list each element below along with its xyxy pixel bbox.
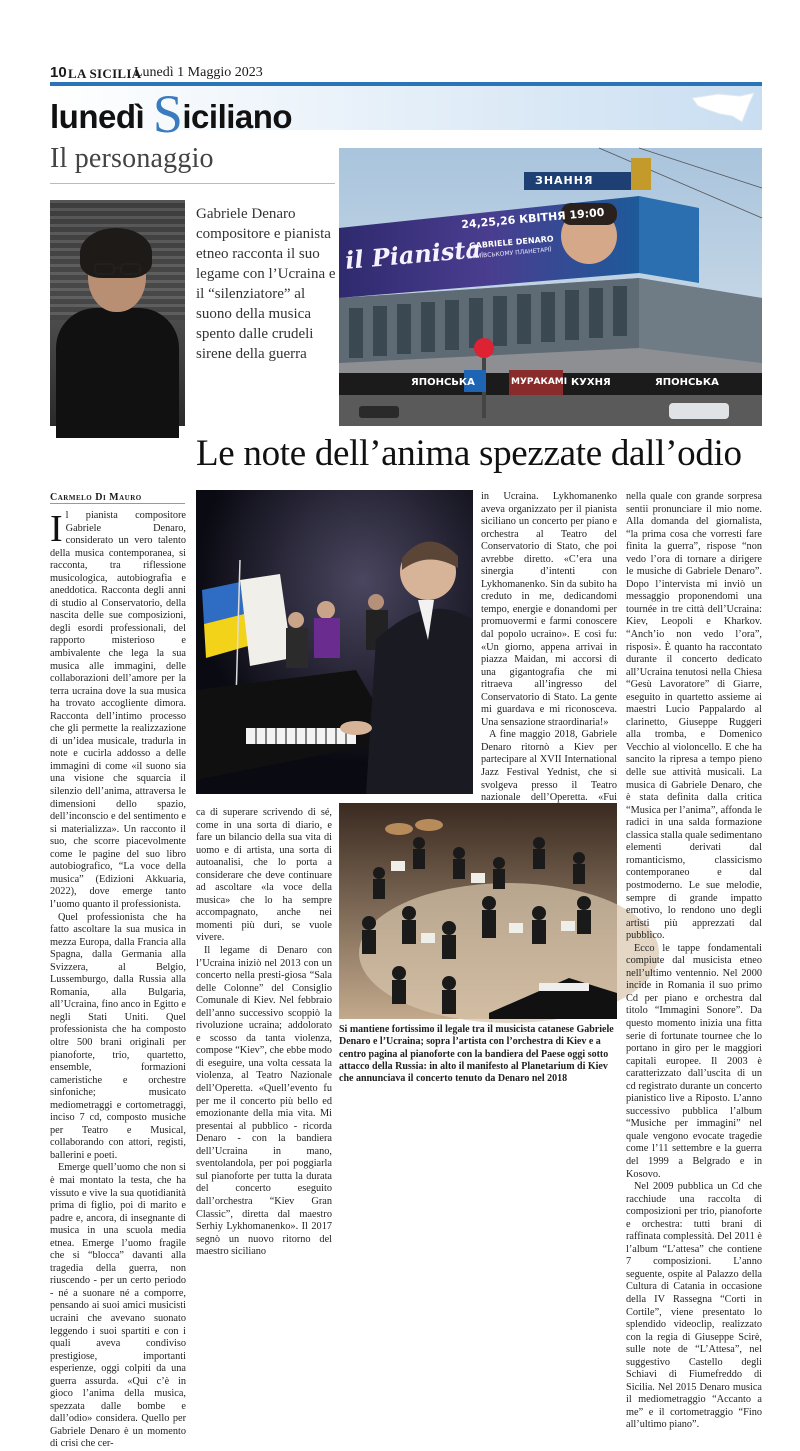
- planetarium-billboard-photo: [339, 148, 762, 426]
- headline: Le note dell’anima spezzate dall’odio: [196, 433, 742, 474]
- billboard-sub: У КИЇВСЬКОМУ ПЛАНЕТАРІЇ: [466, 246, 552, 261]
- article-column-4: [626, 491, 762, 1431]
- portrait-photo: [50, 200, 185, 426]
- photo-caption: Si mantiene fortissimo il legale tra il musicista catanese Gabriele Denaro e l’Ucraina; sopra l’artista con l’orchestra di Kiev e a centro pagina al pianoforte con la bandiera del Paese oggi sotto attacco della Russia: in alto il manifesto al Planetarium di Kiev che annunciava il concerto tenuto da Denaro nel 2018: [339, 1024, 614, 1085]
- article-column-1: [50, 508, 186, 1450]
- issue-date: Lunedì 1 Maggio 2023: [134, 65, 263, 80]
- shop-sign-1: ЯПОНСЬКА: [411, 377, 475, 388]
- billboard-top-sign: ЗНАННЯ: [535, 174, 594, 187]
- paragraph: Il legame di Denaro con l’Ucraina iniziò nel 2013 con un concerto nella presti-giosa “Sala delle Colonne” del Consiglio Comunale di Kiev. Nel febbraio dell’anno successivo scoppiò la rivoluzione ucraina; addolorato e scosso da tanta violenza, compose “Kiev”, che ebbe modo di eseguire, una volta cessata la violenza, al Teatro Nazionale dell’Operetta. «Quell’evento fu per me il concerto più bello ed emozionante della mia vita. Mi presentai al pubblico - ricorda Denaro - con la bandiera dell’Ucraina in mano, sventolandola, per poi poggiarla sul pianoforte per tutta la durata del concerto eseguito dall’orchestra “Kiev Gran Classic”, diretta dal maestro Serhiy Lykhomanenko». Il 2017 segnò un nuovo ritorno del maestro siciliano: [196, 945, 332, 1258]
- orchestra-photo: [339, 803, 617, 1019]
- billboard-dates: 24,25,26 КВІТНЯ 19:00: [460, 205, 605, 232]
- kicker: Il personaggio: [50, 143, 214, 174]
- paragraph: Ecco le tappe fondamentali compiute dal musicista etneo nell’ultimo ventennio. Nel 2000 incide in Romania il suo primo Cd per piano e orchestra dal titolo “Immagini Sonore”. Da questo momento inizia una fitta serie di fortunate tournee che lo portano in giro per le maggiori capitali europee. Il 2003 è caratterizzato dall’uscita di un cd registrato durante un concerto pianistico live a Riposto. L’anno successivo pubblica l’album “Musiche per immagini” nel quale vengono evocate tragedie come l’11 settembre e la guerra del 1999 a Belgrado e in Kosovo.: [626, 942, 762, 1180]
- section-title: lunedì Siciliano: [50, 84, 293, 144]
- byline-rule: [50, 503, 185, 504]
- newspaper-name: LA SICILIA: [68, 66, 142, 81]
- article-column-3: [481, 491, 617, 804]
- shop-sign-4: ЯПОНСЬКА: [655, 377, 719, 388]
- page-number: 10: [50, 64, 67, 81]
- concert-piano-photo: [196, 490, 473, 794]
- article-deck: Gabriele Denaro compositore e pianista etneo racconta il suo legame con l’Ucraina e il “silenziatore” al suono della musica spento dalle crudeli sirene della guerra: [196, 206, 336, 362]
- paragraph: nella quale con grande sorpresa sentii pronunciare il mio nome. Alla domanda del giornalista, “la prima cosa che vorresti fare finita la guerra”, rispose “non vedo l’ora di tornare a dirigere le musiche di Gabriele Denaro”. Dopo l’intervista mi inviò un messaggio proponendomi una tournée in tre città dell’Ucraina: Kiev, Leopoli e Kharkov. “Anch’io non vedo l’ora”, risposi». È quanto ha raccontato durante il concerto dedicato all’Ucraina tenutosi nella Chiesa “Gesù Lavoratore” di Giarre, eseguito in quartetto assieme ai maestri Lucio Pappalardo al clarinetto, Giuseppe Ruggeri alla tromba, e Domenico Vecchio al violoncello. E che ha sancito la ripresa a tempo pieno delle sue attività musicali. La musica di Gabriele Denaro, che è stata definita dalla critica “Musica per l’anima”, affonda le radici in una salda formazione classica stalla quale sedimentano elementi derivati dal romanticismo, classicismo contemporaneo e dal postmoderno. Le sue melodie, sempre di grande impatto emotivo, lo rendono uno degli artisti più apprezzati dal pubblico.: [626, 491, 762, 942]
- paragraph: A fine maggio 2018, Gabriele Denaro ritornò a Kiev per partecipare al XVII International Jazz Festival Yednist, che si svolgeva presso il Teatro nazionale dell’Operetta. «Fui: [481, 729, 617, 804]
- shop-sign-2: МУРАКАМІ: [511, 377, 568, 387]
- shop-sign-3: КУХНЯ: [571, 377, 611, 388]
- paragraph: Quel professionista che ha fatto ascoltare la sua musica in mezza Europa, dalla Francia alla Spagna, dalla Germania alla Svizzera, al Belgio, Lussemburgo, dalla Russia alla Romania, alla Bulgaria, all’Ucraina, fino anco in Egitto e negli Stati Uniti. Quel professionista che ha composto oltre 500 brani originali per pianoforte, trio, quartetto, ensemble, formazioni cameristiche e orchestre sinfoniche; musicato mediometraggi e cortometraggi, inciso 7 cd, composto musiche per Teatro e Musical, collaborando con attori, registi, ballerini e poeti.: [50, 911, 186, 1161]
- paragraph: Emerge quell’uomo che non si è mai montato la testa, che ha vissuto e vive la sua quotidianità prima di figlio, poi di marito e padre e, ancora, di insegnante di musica in una scuola media etnea. Emerge l’uomo fragile che si “blocca” davanti alla tragedia della guerra, non riuscendo - per un certo periodo - né a suonare né a comporre, pensando ai suoi amici musicisti ucraini che avevano suonato leggendo i suoi spartiti e con i quali aveva condiviso prestigiose, importanti esperienze, oggi colpiti da una guerra assurda. «Qui c’è in gioco l’anima della musica, spezzata dalle bombe e dall’odio» considera. Quello per Gabriele Denaro è un momento di crisi che cer-: [50, 1162, 186, 1450]
- glasses-icon: [94, 262, 142, 276]
- billboard-name: GABRIELE DENARO: [468, 234, 554, 251]
- billboard-title: il Pianista: [343, 234, 483, 275]
- drop-cap: I: [50, 508, 63, 550]
- paragraph: ca di superare scrivendo di sé, come in una sorta di diario, e fare un bilancio della sua vita di uomo e di artista, una sorta di autoanalisi, che lo porta a considerare che deve continuare ad ascoltare «la voce della musica» che lo ha sempre accompagnato, anche nei momenti più duri, se vuole vivere.: [196, 807, 332, 944]
- article-column-2: [196, 807, 332, 1258]
- paragraph: Nel 2009 pubblica un Cd che racchiude una raccolta di composizioni per trio, pianoforte e orchestra: tutti brani di raffinata complessità. Del 2011 è l’album “L’attesa” che contiene 7 composizioni. L’anno seguente, ospite al Palazzo della Cultura di Catania in occasione della IV Rassegna “Corti in Cortile”, viene presentato lo splendido videoclip, realizzato con la regia di Giuseppe Scirè, sulle note de “L’Attesa”, nel suggestivo Castello degli Schiavi di Fiumefreddo di Sicilia. Nel 2015 Denaro musica il mediometraggio “Accanto a me” e il cortometraggio “Fino all’ultimo piano”.: [626, 1181, 762, 1431]
- sicily-map-icon: [688, 90, 758, 126]
- byline: Carmelo Di Mauro: [50, 492, 142, 503]
- kicker-underline: [50, 183, 335, 184]
- paragraph: in Ucraina. Lykhomanenko aveva organizzato per il pianista siciliano un concerto per piano e orchestra al Teatro del Conservatorio di Stato, che poi avrebbe diretto. «C’era una sinergia d’intenti con Lykhomanenko. Sin da subito ha creduto in me, dedicandomi tempo, energie e donandomi per promuovermi e farmi conoscere dal popolo ucraino». E così fu: «Un giorno, appena arrivai in piazza Maidan, mi accorsi di una gigantografia che mi ritraeva all’ingresso del Conservatorio di Stato. La gente mi guardava e mi riconosceva. Una sensazione straordinaria!»: [481, 491, 617, 728]
- paragraph: l pianista compositore Gabriele Denaro, considerato un vero talento della musica contemporanea, si racconta, tra riflessione musicologica, autobiografia e aneddotica. Racconta degli anni di studio al Conservatorio, della nascita delle sue composizioni, degli esordi professionali, del rapporto misterioso e ambivalente che lega la sua musica alle immagini, delle collaborazioni dell’amore per la terra ucraina dove la sua musica ha trovato accogliente dimora. Racconta dell’intimo processo che gli permette la realizzazione di un’idea musicale, tradurla in note e cucirla addosso a delle immagini di come «il suono sia una visione che squarcia il silenzio dell’anima, attraversa le dimensioni dello spazio, dell’inconscio e del sentimento e si materializza». Un racconto il suo, che scorre piacevolmente come le pagine del suo libro autobiografico, “La voce della musica” (Edizioni Akkuaria, 2022), dove emerge tanto l’uomo quanto il professionista.: [50, 510, 186, 910]
